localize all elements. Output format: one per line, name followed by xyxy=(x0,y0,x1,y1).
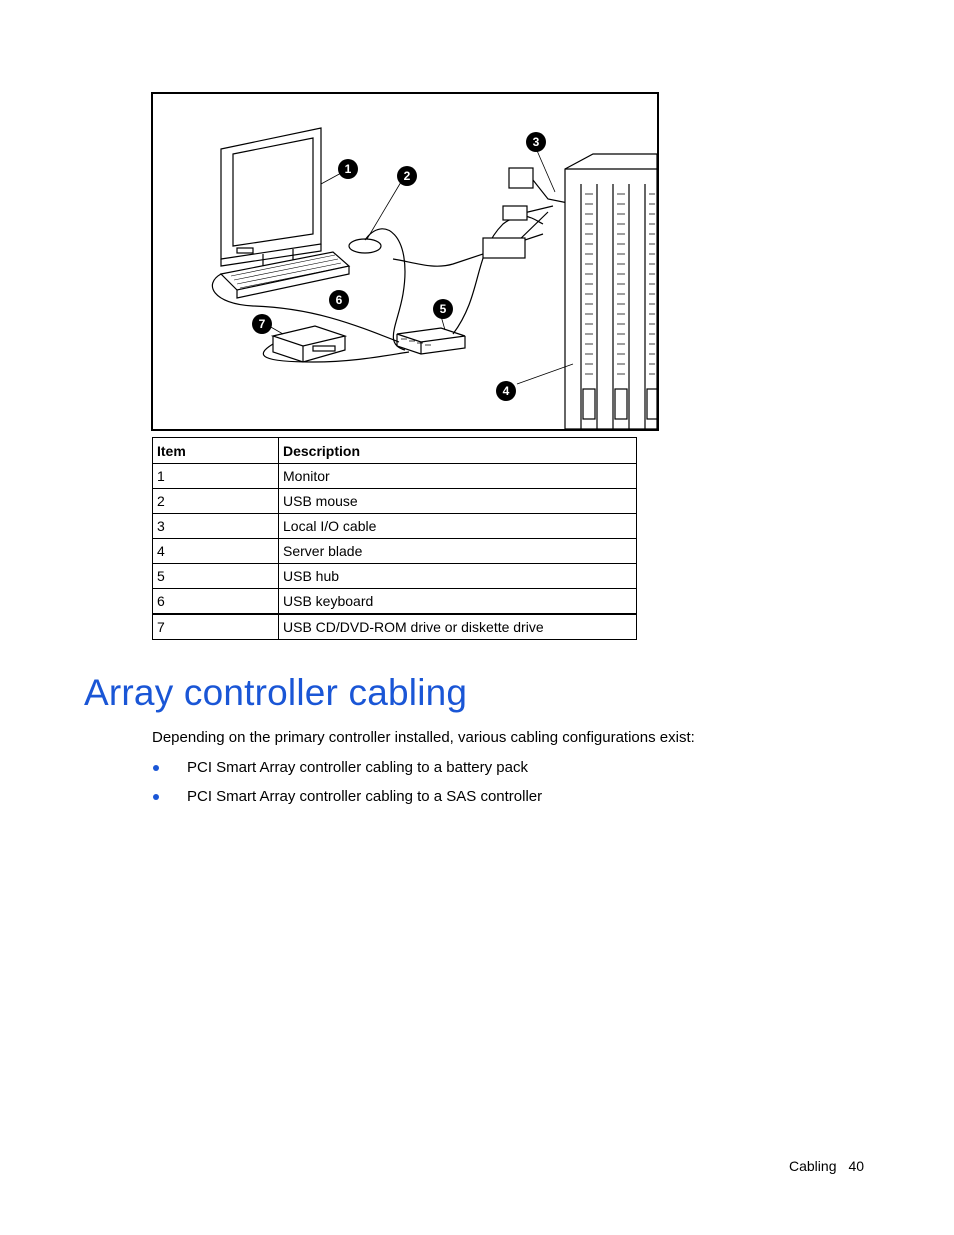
svg-text:2: 2 xyxy=(403,169,411,183)
hub-cable xyxy=(453,216,543,334)
list-item xyxy=(152,787,542,816)
usb-connector-drawing xyxy=(503,206,527,220)
column-header-description: Description xyxy=(279,438,637,464)
list-item-text: PCI Smart Array controller cabling to a battery pack xyxy=(187,759,528,776)
svg-text:6: 6 xyxy=(335,293,343,307)
callout-1 xyxy=(338,159,358,179)
cd-drive-drawing xyxy=(273,326,345,362)
callout-2 xyxy=(397,166,417,186)
description-cell: Server blade xyxy=(279,539,637,564)
intro-paragraph: Depending on the primary controller installed, various cabling configurations exist: xyxy=(152,729,695,746)
page-number: 40 xyxy=(848,1158,865,1174)
footer-chapter: Cabling xyxy=(789,1158,837,1174)
description-cell: USB hub xyxy=(279,564,637,589)
description-cell: Monitor xyxy=(279,464,637,489)
item-cell: 5 xyxy=(153,564,279,589)
section-heading: Array controller cabling xyxy=(84,672,468,713)
item-description-table xyxy=(152,437,637,640)
svg-text:7: 7 xyxy=(258,317,266,331)
table-header-row xyxy=(153,438,637,464)
vga-connector-drawing xyxy=(509,168,533,188)
bullet-icon xyxy=(153,765,159,771)
table-row xyxy=(153,464,637,489)
bullet-icon xyxy=(153,794,159,800)
table-row xyxy=(153,589,637,615)
callout-3 xyxy=(526,132,546,152)
mouse-drawing xyxy=(349,239,381,253)
cabling-illustration xyxy=(153,94,657,429)
callout-6 xyxy=(329,290,349,310)
cabling-figure xyxy=(151,92,659,431)
keyboard-drawing xyxy=(221,252,349,298)
item-cell: 2 xyxy=(153,489,279,514)
svg-text:3: 3 xyxy=(532,135,540,149)
item-cell: 4 xyxy=(153,539,279,564)
bullet-list xyxy=(152,758,542,816)
table-row xyxy=(153,614,637,640)
callout-4 xyxy=(496,381,516,401)
column-header-item: Item xyxy=(153,438,279,464)
svg-text:5: 5 xyxy=(439,302,447,316)
page-footer xyxy=(789,1158,864,1174)
item-cell: 1 xyxy=(153,464,279,489)
description-cell: USB CD/DVD-ROM drive or diskette drive xyxy=(279,614,637,640)
description-cell: Local I/O cable xyxy=(279,514,637,539)
list-item xyxy=(152,758,542,787)
serial-connector-drawing xyxy=(483,238,525,258)
description-cell: USB keyboard xyxy=(279,589,637,615)
table-row xyxy=(153,514,637,539)
table-row xyxy=(153,539,637,564)
monitor-drawing xyxy=(221,128,321,266)
item-cell: 6 xyxy=(153,589,279,615)
table-row xyxy=(153,564,637,589)
callout-5 xyxy=(433,299,453,319)
item-cell: 3 xyxy=(153,514,279,539)
table-row xyxy=(153,489,637,514)
svg-text:1: 1 xyxy=(344,162,352,176)
svg-text:4: 4 xyxy=(502,384,510,398)
description-cell: USB mouse xyxy=(279,489,637,514)
server-chassis-drawing xyxy=(565,154,657,429)
list-item-text: PCI Smart Array controller cabling to a SAS controller xyxy=(187,788,543,805)
callout-7 xyxy=(252,314,272,334)
item-cell: 7 xyxy=(153,614,279,640)
